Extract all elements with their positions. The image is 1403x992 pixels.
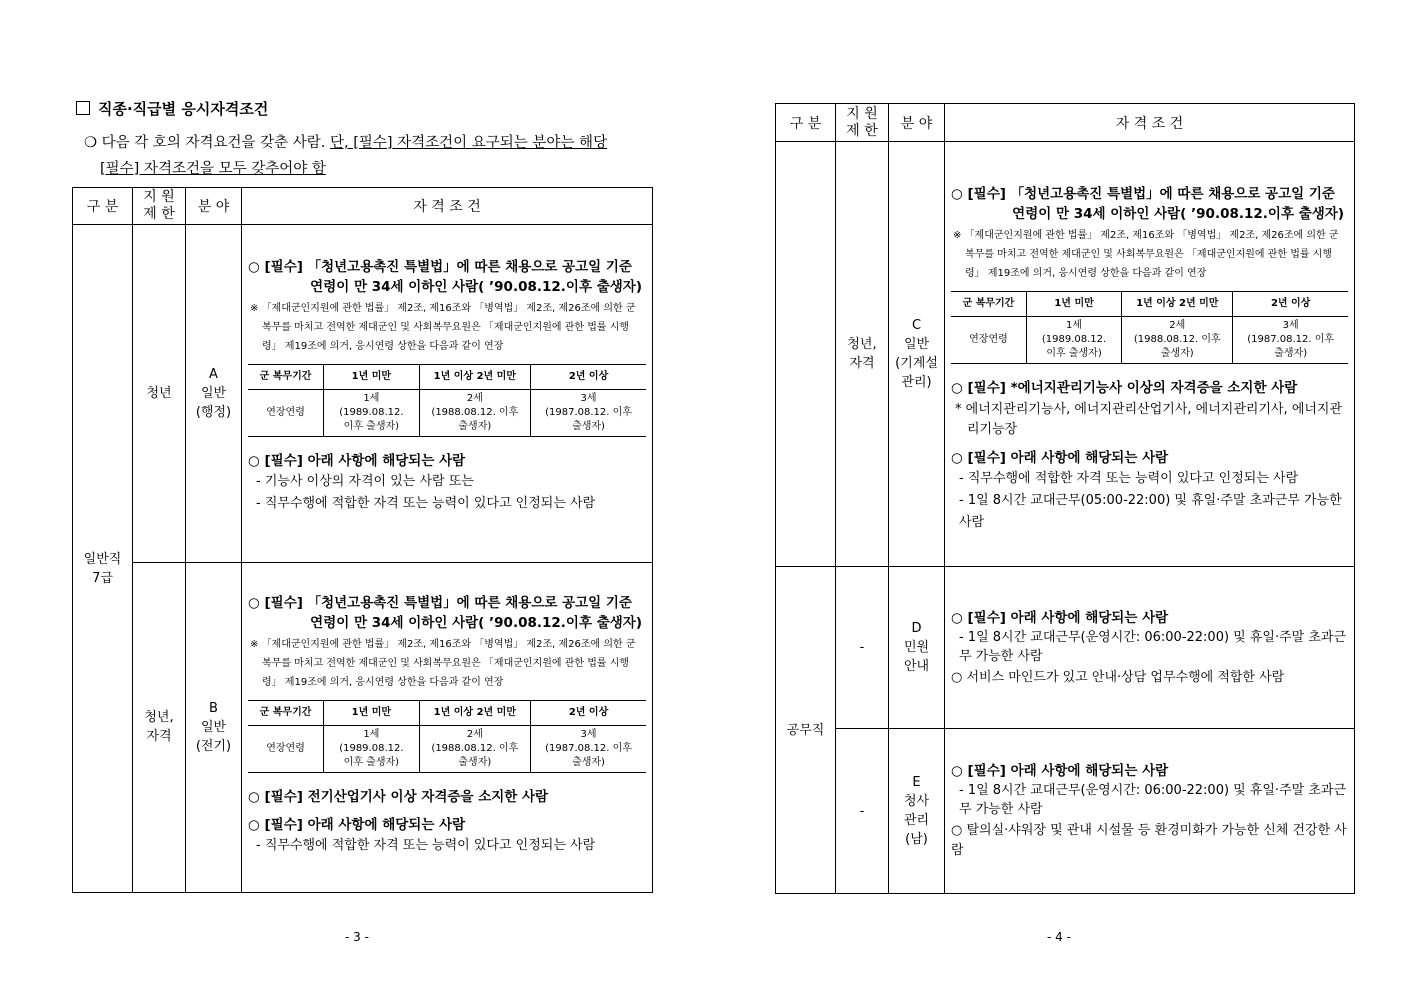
applicable-requirement: ○ [필수] 아래 사항에 해당되는 사람 bbox=[248, 816, 466, 833]
page-number: - 4 - bbox=[1047, 930, 1071, 944]
restriction-cell: 청년, 자격 bbox=[836, 142, 889, 567]
field-cell: C 일반 (기계설 관리) bbox=[889, 142, 945, 567]
certificate-list-note: * 에너지관리기능사, 에너지관리산업기사, 에너지관리기사, 에너지관리기능장 bbox=[955, 402, 1343, 437]
applicable-requirement: ○ [필수] 아래 사항에 해당되는 사람 bbox=[248, 453, 466, 470]
header-restriction: 지 원 제 한 bbox=[133, 188, 186, 225]
header-restriction: 지 원 제 한 bbox=[836, 104, 889, 142]
youth-requirement: ○ [필수] 「청년고용촉진 특별법」에 따른 채용으로 공고일 기준 연령이 만 34세 이하인 사람( ’90.08.12.이후 출생자) bbox=[951, 186, 1344, 222]
military-note: ※ 「제대군인지원에 관한 법률」 제2조, 제16조와 「병역법」 제2조, 제26조에 의한 군 복무를 마치고 전역한 제대군인 및 사회복무요원은 「제대군인지원에 관한 법률 시행령」 제19조에 의거, 응시연령 상한을 다음과 같이 연장 bbox=[250, 638, 636, 688]
restriction-cell: 청년 bbox=[133, 225, 186, 562]
requirement-item: - 1일 8시간 교대근무(운영시간: 06:00-22:00) 및 휴일·주말 초과근무 가능한 사람 bbox=[959, 629, 1347, 664]
qualification-table-page4 bbox=[775, 103, 1355, 894]
youth-requirement: ○ [필수] 「청년고용촉진 특별법」에 따른 채용으로 공고일 기준 연령이 만 34세 이하인 사람( ’90.08.12.이후 출생자) bbox=[248, 259, 642, 296]
requirement-item: - 1일 8시간 교대근무(05:00-22:00) 및 휴일·주말 초과근무 가능한 사람 bbox=[959, 493, 1342, 530]
restriction-cell: - bbox=[836, 729, 889, 894]
applicable-requirement: ○ [필수] 아래 사항에 해당되는 사람 bbox=[951, 609, 1169, 626]
military-note: ※ 「제대군인지원에 관한 법률」 제2조, 제16조와 「병역법」 제2조, 제26조에 의한 군 복무를 마치고 전역한 제대군인 및 사회복무요원은 「제대군인지원에 관한 법률 시행령」 제19조에 의거, 응시연령 상한을 다음과 같이 연장 bbox=[250, 303, 636, 353]
qualification-cell bbox=[945, 729, 1355, 894]
circle-bullet-icon: ❍ bbox=[84, 135, 97, 151]
military-note: ※ 「제대군인지원에 관한 법률」 제2조, 제16조와 「병역법」 제2조, 제26조에 의한 군 복무를 마치고 전역한 제대군인 및 사회복무요원은 「제대군인지원에 관한 법률 시행령」 제19조에 의거, 응시연령 상한을 다음과 같이 연장 bbox=[953, 230, 1339, 279]
military-extension-table: 군 복무기간 1년 미만 1년 이상 2년 미만 2년 이상 연장연령 1세 (1989.08.12. 이후 출생자) 2세 (1988.08.12. 이후 출생자) 3세 (1987.08.12. 이후 출생자) bbox=[248, 364, 646, 437]
requirement-item: - 직무수행에 적합한 자격 또는 능력이 있다고 인정되는 사람 bbox=[256, 837, 596, 853]
requirement-item: - 기능사 이상의 자격이 있는 사람 또는 bbox=[256, 474, 474, 490]
restriction-cell: 청년, 자격 bbox=[133, 562, 186, 892]
header-qualification: 자 격 조 건 bbox=[242, 188, 653, 225]
military-extension-table: 군 복무기간 1년 미만 1년 이상 2년 미만 2년 이상 연장연령 1세 (1989.08.12. 이후 출생자) 2세 (1988.08.12. 이후 출생자) 3세 (1987.08.12. 이후 출생자) bbox=[951, 291, 1348, 364]
qualification-cell bbox=[242, 562, 653, 892]
category-cell: 공무직 bbox=[776, 567, 836, 894]
field-cell: B 일반 (전기) bbox=[186, 562, 242, 892]
header-category: 구 분 bbox=[776, 104, 836, 142]
section-title: 직종·직급별 응시자격조건 bbox=[76, 98, 268, 119]
qualification-cell bbox=[945, 567, 1355, 729]
applicable-requirement: ○ [필수] 아래 사항에 해당되는 사람 bbox=[951, 450, 1169, 466]
page-number: - 3 - bbox=[345, 930, 369, 944]
certificate-requirement: ○ [필수] 전기산업기사 이상 자격증을 소지한 사람 bbox=[248, 788, 549, 805]
restriction-cell: - bbox=[836, 567, 889, 729]
requirement-item: ○ 탈의실·샤워장 및 관내 시설물 등 환경미화가 가능한 신체 건강한 사람 bbox=[951, 823, 1347, 858]
requirement-item: - 직무수행에 적합한 자격 또는 능력이 있다고 인정되는 사람 bbox=[256, 496, 596, 512]
field-cell: A 일반 (행정) bbox=[186, 225, 242, 562]
youth-requirement: ○ [필수] 「청년고용촉진 특별법」에 따른 채용으로 공고일 기준 연령이 만 34세 이하인 사람( ’90.08.12.이후 출생자) bbox=[248, 594, 642, 631]
category-cell: 일반직 7급 bbox=[73, 225, 133, 893]
requirement-item: - 1일 8시간 교대근무(운영시간: 06:00-22:00) 및 휴일·주말 초과근무 가능한 사람 bbox=[959, 783, 1347, 817]
field-cell: D 민원 안내 bbox=[889, 567, 945, 729]
header-qualification: 자 격 조 건 bbox=[945, 104, 1355, 142]
intro-text: ❍ 다음 각 호의 자격요건을 갖춘 사람. 단, [필수] 자격조건이 요구되는 분야는 해당 [필수] 자격조건을 모두 갖추어야 함 bbox=[84, 135, 608, 177]
qualification-table-page3 bbox=[72, 187, 653, 893]
requirement-item: ○ 서비스 마인드가 있고 안내·상담 업무수행에 적합한 사람 bbox=[951, 669, 1285, 685]
header-field: 분 야 bbox=[889, 104, 945, 142]
requirement-item: - 직무수행에 적합한 자격 또는 능력이 있다고 인정되는 사람 bbox=[959, 471, 1299, 486]
header-category: 구 분 bbox=[73, 188, 133, 225]
qualification-cell bbox=[945, 142, 1355, 567]
category-cell bbox=[776, 142, 836, 567]
qualification-cell bbox=[242, 225, 653, 562]
header-field: 분 야 bbox=[186, 188, 242, 225]
military-extension-table: 군 복무기간 1년 미만 1년 이상 2년 미만 2년 이상 연장연령 1세 (1989.08.12. 이후 출생자) 2세 (1988.08.12. 이후 출생자) 3세 (1987.08.12. 이후 출생자) bbox=[248, 700, 646, 773]
checkbox-icon bbox=[76, 101, 90, 115]
applicable-requirement: ○ [필수] 아래 사항에 해당되는 사람 bbox=[951, 763, 1169, 779]
certificate-requirement: ○ [필수] *에너지관리기능사 이상의 자격증을 소지한 사람 bbox=[951, 380, 1298, 396]
field-cell: E 청사 관리 (남) bbox=[889, 729, 945, 894]
